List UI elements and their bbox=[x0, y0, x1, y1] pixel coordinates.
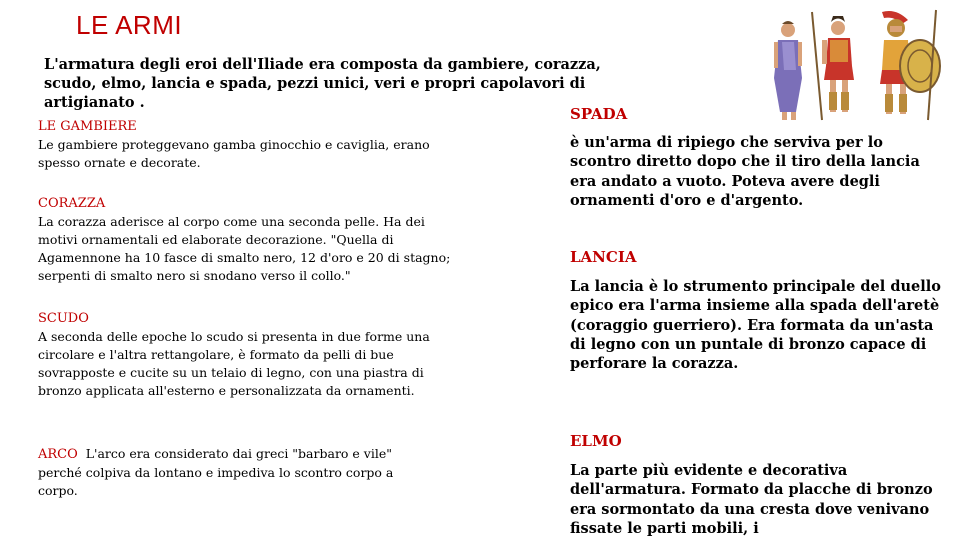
spada-text: è un'arma di ripiego che serviva per lo scontro diretto dopo che il tiro della lancia era andato a vuoto. Poteva avere degli ornamenti d'oro e d'argento. bbox=[570, 134, 920, 209]
gambiere-text: Le gambiere proteggevano gamba ginocchio e caviglia, erano spesso ornate e decorate. bbox=[38, 137, 430, 170]
intro-paragraph: L'armatura degli eroi dell'Iliade era composta da gambiere, corazza, scudo, elmo, lancia e spada, pezzi unici, veri e propri capolavori di artigianato . bbox=[44, 56, 601, 111]
lancia-text: La lancia è lo strumento principale del duello epico era l'arma insieme alla spada dell'aretè (coraggio guerriero). Era formata da un'asta di legno con un puntale di bronzo capace di perforare la corazza. bbox=[570, 278, 941, 373]
warriors-svg bbox=[760, 8, 945, 123]
section-corazza bbox=[38, 195, 458, 285]
greek-warriors-illustration bbox=[760, 8, 945, 123]
scudo-heading: SCUDO bbox=[38, 311, 89, 326]
arco-paragraph bbox=[38, 445, 433, 500]
section-elmo bbox=[570, 432, 945, 538]
scudo-text: A seconda delle epoche lo scudo si presenta in due forme una circolare e l'altra rettangolare, è formato da pelli di bue sovrapposte e cucite su un telaio di legno, con una piastra di bronzo applicata all'esterno e personalizzata da ornamenti. bbox=[38, 329, 430, 398]
warrior-shield-figure bbox=[880, 10, 940, 120]
section-arco bbox=[38, 445, 433, 500]
elmo-text: La parte più evidente e decorativa dell'armatura. Formato da placche di bronzo era sormontato da una cresta dove venivano fissate le parti mobili, i bbox=[570, 462, 933, 537]
lancia-heading: LANCIA bbox=[570, 248, 637, 266]
warrior-robed-figure bbox=[774, 21, 802, 120]
arco-heading: ARCO bbox=[38, 447, 78, 462]
corazza-text: La corazza aderisce al corpo come una seconda pelle. Ha dei motivi ornamentali ed elaborate decorazione. "Quella di Agamennone ha 10 fasce di smalto nero, 12 d'oro e 20 di stagno; serpenti di smalto nero si snodano verso il collo." bbox=[38, 214, 451, 283]
arco-text: L'arco era considerato dai greci "barbaro e vile" perché colpiva da lontano e impediva lo scontro corpo a corpo. bbox=[38, 446, 394, 498]
elmo-heading: ELMO bbox=[570, 432, 622, 450]
corazza-heading: CORAZZA bbox=[38, 196, 106, 211]
slide-title: LE ARMI bbox=[76, 10, 183, 40]
gambiere-heading: LE GAMBIERE bbox=[38, 119, 137, 134]
warrior-spear-figure bbox=[812, 12, 854, 120]
section-scudo bbox=[38, 310, 458, 400]
spada-heading: SPADA bbox=[570, 105, 628, 123]
section-gambiere bbox=[38, 118, 458, 172]
section-lancia bbox=[570, 248, 945, 373]
